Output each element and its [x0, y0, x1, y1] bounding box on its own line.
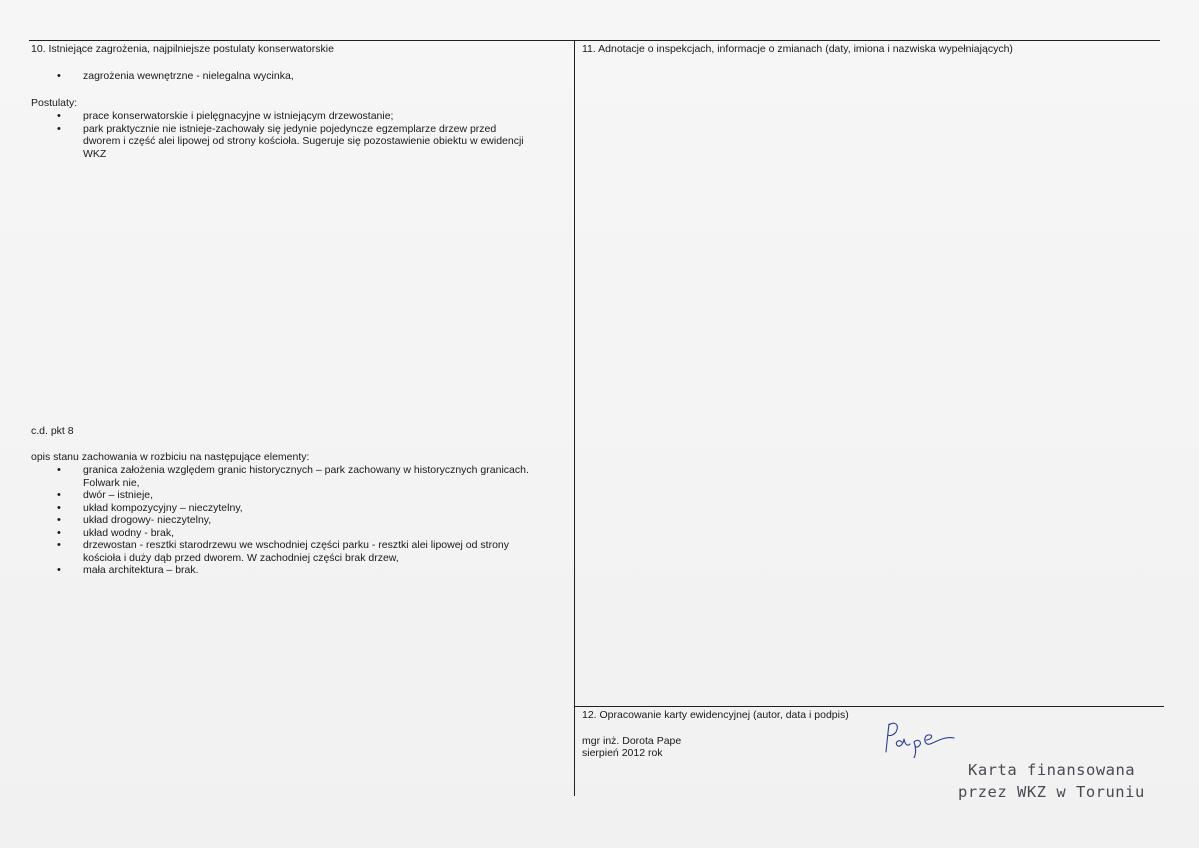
list-item: • drzewostan - resztki starodrzewu we wschodniej części parku - resztki alei lipowej od strony kościoła i duży dąb przed dworem. W zachodniej części brak drzew, [31, 539, 603, 564]
list-item: • układ drogowy- nieczytelny, [31, 514, 603, 527]
section-11-heading: 11. Adnotacje o inspekcjach, informacje o zmianach (daty, imiona i nazwiska wypełniających) [582, 43, 1013, 55]
postulates-label: Postulaty: [31, 97, 78, 109]
continuation-intro: opis stanu zachowania w rozbiciu na następujące elementy: [31, 451, 310, 463]
section-12-heading: 12. Opracowanie karty ewidencyjnej (autor, data i podpis) [582, 709, 849, 721]
list-item: • dwór – istnieje, [31, 489, 603, 502]
postulates-list [31, 110, 603, 160]
list-item: • prace konserwatorskie i pielęgnacyjne w istniejącym drzewostanie; [31, 110, 603, 123]
continuation-label: c.d. pkt 8 [31, 425, 74, 437]
list-item: • mała architektura – brak. [31, 564, 603, 577]
section-10-heading: 10. Istniejące zagrożenia, najpilniejsze postulaty konserwatorskie [31, 43, 334, 55]
list-item: • granica założenia względem granic historycznych – park zachowany w historycznych granicach. Folwark nie, [31, 464, 603, 489]
section-12-rule [574, 706, 1164, 707]
signature-mark [880, 718, 960, 758]
condition-list [31, 464, 603, 577]
threats-list [31, 70, 603, 83]
funding-stamp-line-2: przez WKZ w Toruniu [958, 783, 1145, 801]
author-date: sierpień 2012 rok [582, 747, 663, 759]
funding-stamp-line-1: Karta finansowana [968, 761, 1136, 779]
list-item: • zagrożenia wewnętrzne - nielegalna wycinka, [31, 70, 603, 83]
author-name: mgr inż. Dorota Pape [582, 735, 682, 747]
list-item: • układ kompozycyjny – nieczytelny, [31, 502, 603, 515]
top-rule [29, 40, 1160, 41]
list-item: • park praktycznie nie istnieje-zachowały się jedynie pojedyncze egzemplarze drzew przed dworem i część alei lipowej od strony kościoła. Sugeruje się pozostawienie obiektu w ewidencji WKZ [31, 123, 603, 161]
list-item: • układ wodny - brak, [31, 527, 603, 540]
